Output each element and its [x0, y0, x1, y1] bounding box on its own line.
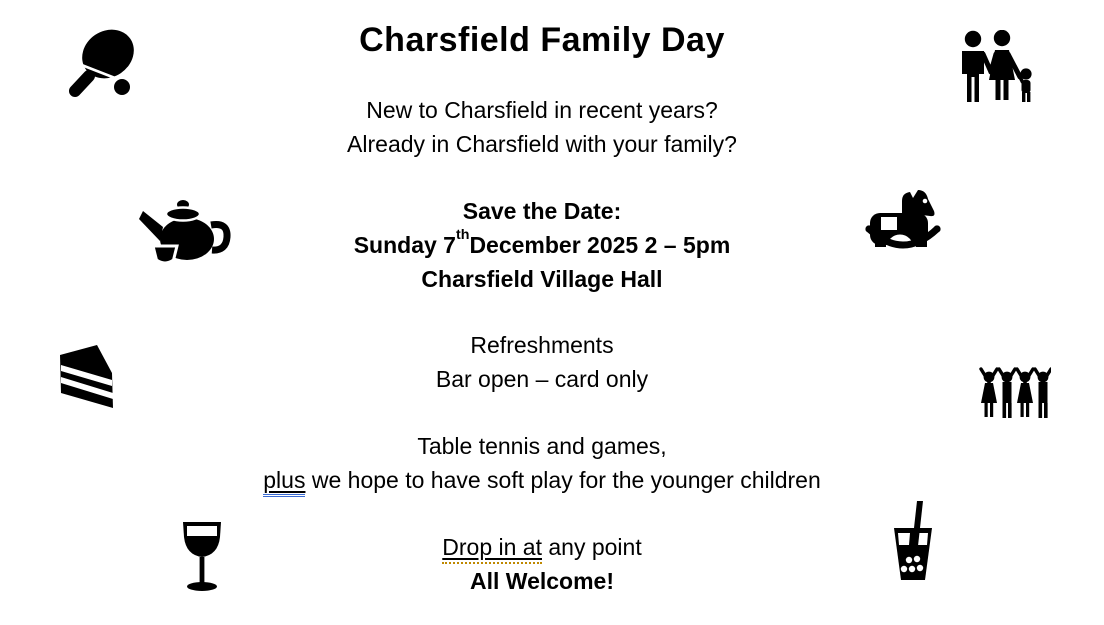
all-welcome-line: All Welcome! — [470, 568, 614, 594]
date-suffix: December 2025 2 – 5pm — [469, 232, 731, 258]
cake-slice-icon — [57, 341, 115, 411]
wine-glass-icon — [180, 521, 224, 593]
people-celebrating-icon — [979, 366, 1051, 424]
intro-line-1: New to Charsfield in recent years? — [366, 97, 718, 123]
family-icon — [958, 30, 1038, 104]
intro-paragraph — [0, 93, 1084, 161]
event-venue: Charsfield Village Hall — [421, 266, 663, 292]
activities-line-2 — [0, 463, 1084, 497]
table-tennis-icon — [68, 28, 138, 102]
drop-in-line-rest: any point — [541, 534, 642, 560]
page-title: Charsfield Family Day — [359, 21, 725, 59]
date-prefix: Sunday 7 — [353, 232, 456, 258]
refreshments-paragraph — [0, 328, 1084, 396]
rocking-horse-icon — [864, 187, 942, 264]
activities-paragraph — [0, 429, 1084, 497]
refreshments-line: Refreshments — [470, 332, 614, 358]
bubble-tea-icon — [888, 501, 938, 581]
bar-line: Bar open – card only — [435, 366, 649, 392]
activities-line-2-rest: we hope to have soft play for the younger children — [305, 467, 821, 493]
date-ordinal: th — [455, 226, 470, 243]
activities-line-1: Table tennis and games, — [417, 433, 667, 459]
teapot-icon — [139, 199, 233, 267]
intro-line-2: Already in Charsfield with your family? — [347, 131, 737, 157]
underlined-word-plus: plus — [263, 467, 305, 497]
underlined-phrase-drop-in-at: Drop in at — [442, 534, 542, 564]
save-the-date-heading: Save the Date: — [462, 198, 622, 224]
